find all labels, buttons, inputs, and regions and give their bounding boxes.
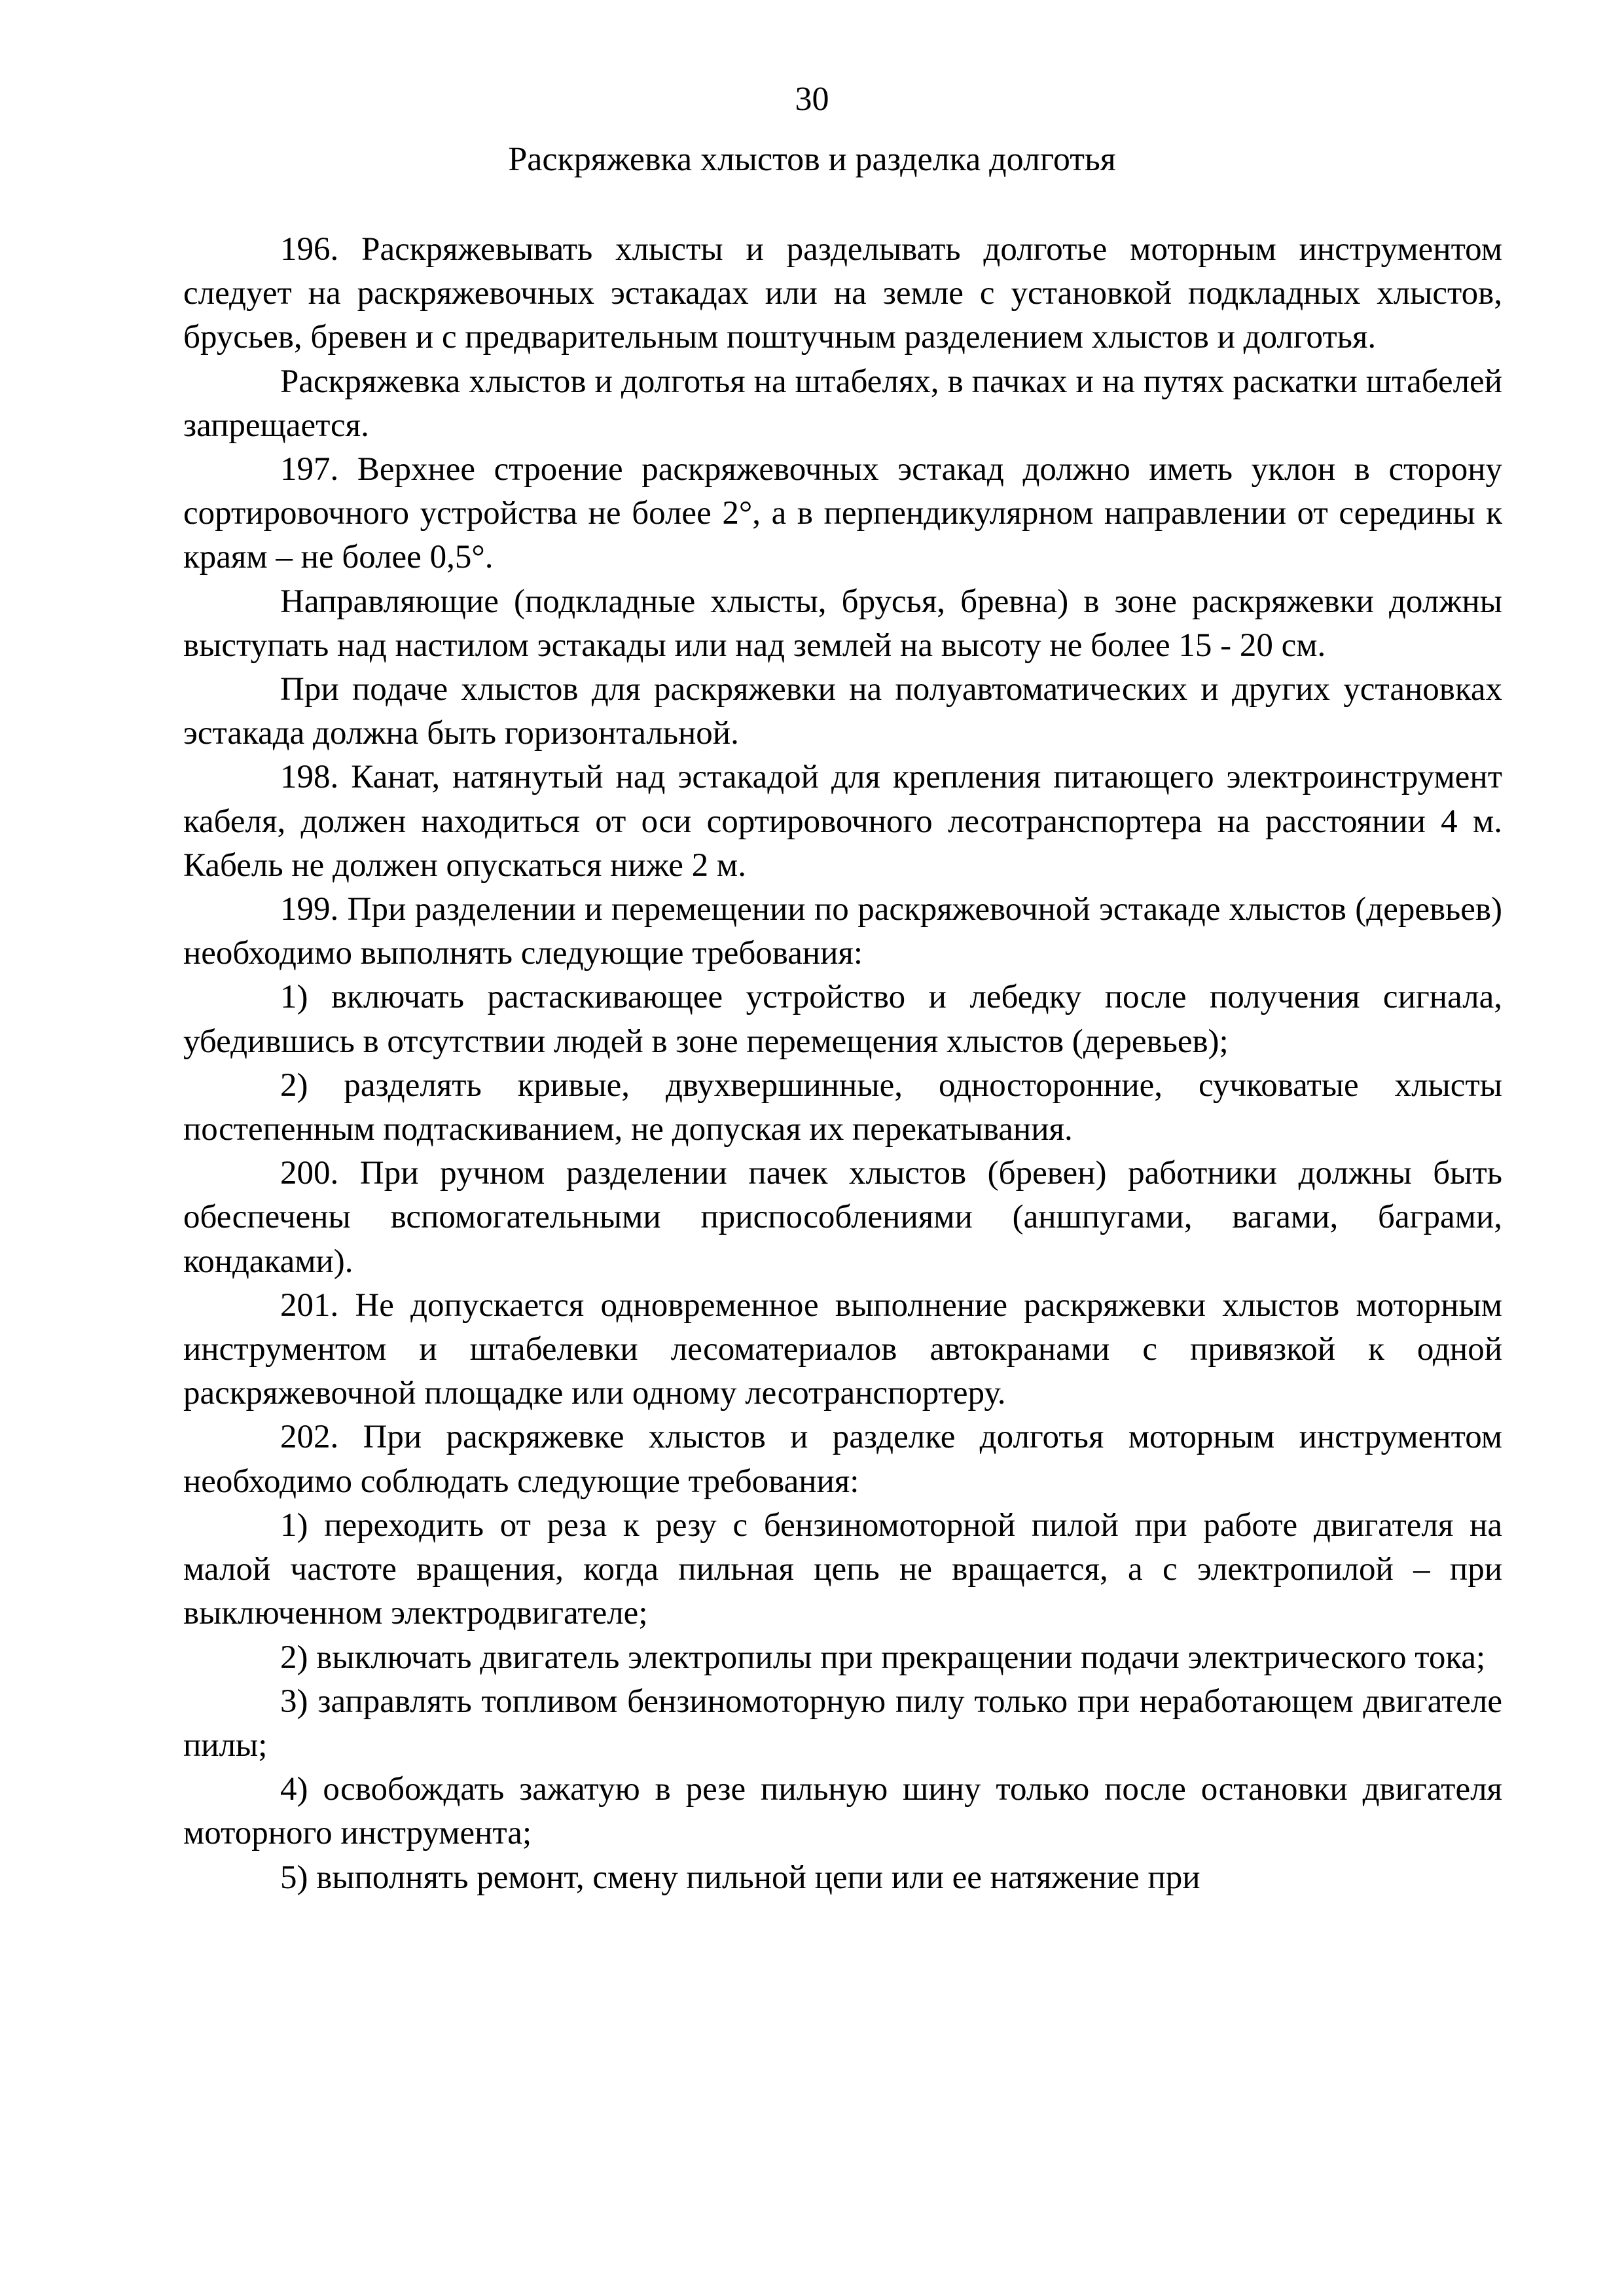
section-title: Раскряжевка хлыстов и разделка долготья bbox=[508, 141, 1116, 178]
paragraph-202-item-1: 1) переходить от реза к резу с бензиномоторной пилой при работе двигателя на малой частоте вращения, когда пильная цепь не вращается, а с электропилой – при выключенном электродвигателе; bbox=[183, 1506, 1502, 1632]
paragraph-200: 200. При ручном разделении пачек хлыстов (бревен) работники должны быть обеспечены вспомогательными приспособлениями (аншпугами, вагами, баграми, кондаками). bbox=[183, 1155, 1502, 1280]
paragraph-197-feeding: При подаче хлыстов для раскряжевки на полуавтоматических и других установках эстакада должна быть горизонтальной. bbox=[183, 671, 1502, 752]
paragraph-202: 202. При раскряжевке хлыстов и разделке долготья моторным инструментом необходимо соблюдать следующие требования: bbox=[183, 1419, 1502, 1500]
paragraph-197: 197. Верхнее строение раскряжевочных эстакад должно иметь уклон в сторону сортировочного устройства не более 2°, а в перпендикулярном направлении от середины к краям – не более 0,5°. bbox=[183, 451, 1502, 576]
paragraph-202-item-3: 3) заправлять топливом бензиномоторную пилу только при неработающем двигателе пилы; bbox=[183, 1683, 1502, 1764]
paragraph-196: 196. Раскряжевывать хлысты и разделывать долготье моторным инструментом следует на раскряжевочных эстакадах или на земле с установкой подкладных хлыстов, брусьев, бревен и с предварительным поштучным разделением хлыстов и долготья. bbox=[183, 231, 1502, 356]
paragraph-199-item-2: 2) разделять кривые, двухвершинные, односторонние, сучковатые хлысты постепенным подтаскиванием, не допуская их перекатывания. bbox=[183, 1066, 1502, 1148]
paragraph-196-note: Раскряжевка хлыстов и долготья на штабелях, в пачках и на путях раскатки штабелей запрещается. bbox=[183, 363, 1502, 444]
paragraph-202-item-4: 4) освобождать зажатую в резе пильную шину только после остановки двигателя моторного инструмента; bbox=[183, 1771, 1502, 1852]
page-number: 30 bbox=[795, 81, 829, 118]
paragraph-197-guides: Направляющие (подкладные хлысты, брусья, бревна) в зоне раскряжевки должны выступать над настилом эстакады или над землей на высоту не более 15 - 20 см. bbox=[183, 583, 1502, 664]
paragraph-199-item-1: 1) включать растаскивающее устройство и лебедку после получения сигнала, убедившись в отсутствии людей в зоне перемещения хлыстов (деревьев); bbox=[183, 979, 1502, 1060]
paragraph-202-item-2: 2) выключать двигатель электропилы при прекращении подачи электрического тока; bbox=[280, 1639, 1486, 1676]
paragraph-198: 198. Канат, натянутый над эстакадой для крепления питающего электроинструмент кабеля, должен находиться от оси сортировочного лесотранспортера на расстоянии 4 м. Кабель не должен опускаться ниже 2 м. bbox=[183, 759, 1502, 884]
paragraph-202-item-5: 5) выполнять ремонт, смену пильной цепи или ее натяжение при bbox=[280, 1859, 1200, 1896]
paragraph-201: 201. Не допускается одновременное выполнение раскряжевки хлыстов моторным инструментом и штабелевки лесоматериалов автокранами с привязкой к одной раскряжевочной площадке или одному лесотранспортеру. bbox=[183, 1286, 1502, 1412]
body-text bbox=[183, 228, 1502, 1900]
paragraph-199: 199. При разделении и перемещении по раскряжевочной эстакаде хлыстов (деревьев) необходимо выполнять следующие требования: bbox=[183, 891, 1502, 972]
